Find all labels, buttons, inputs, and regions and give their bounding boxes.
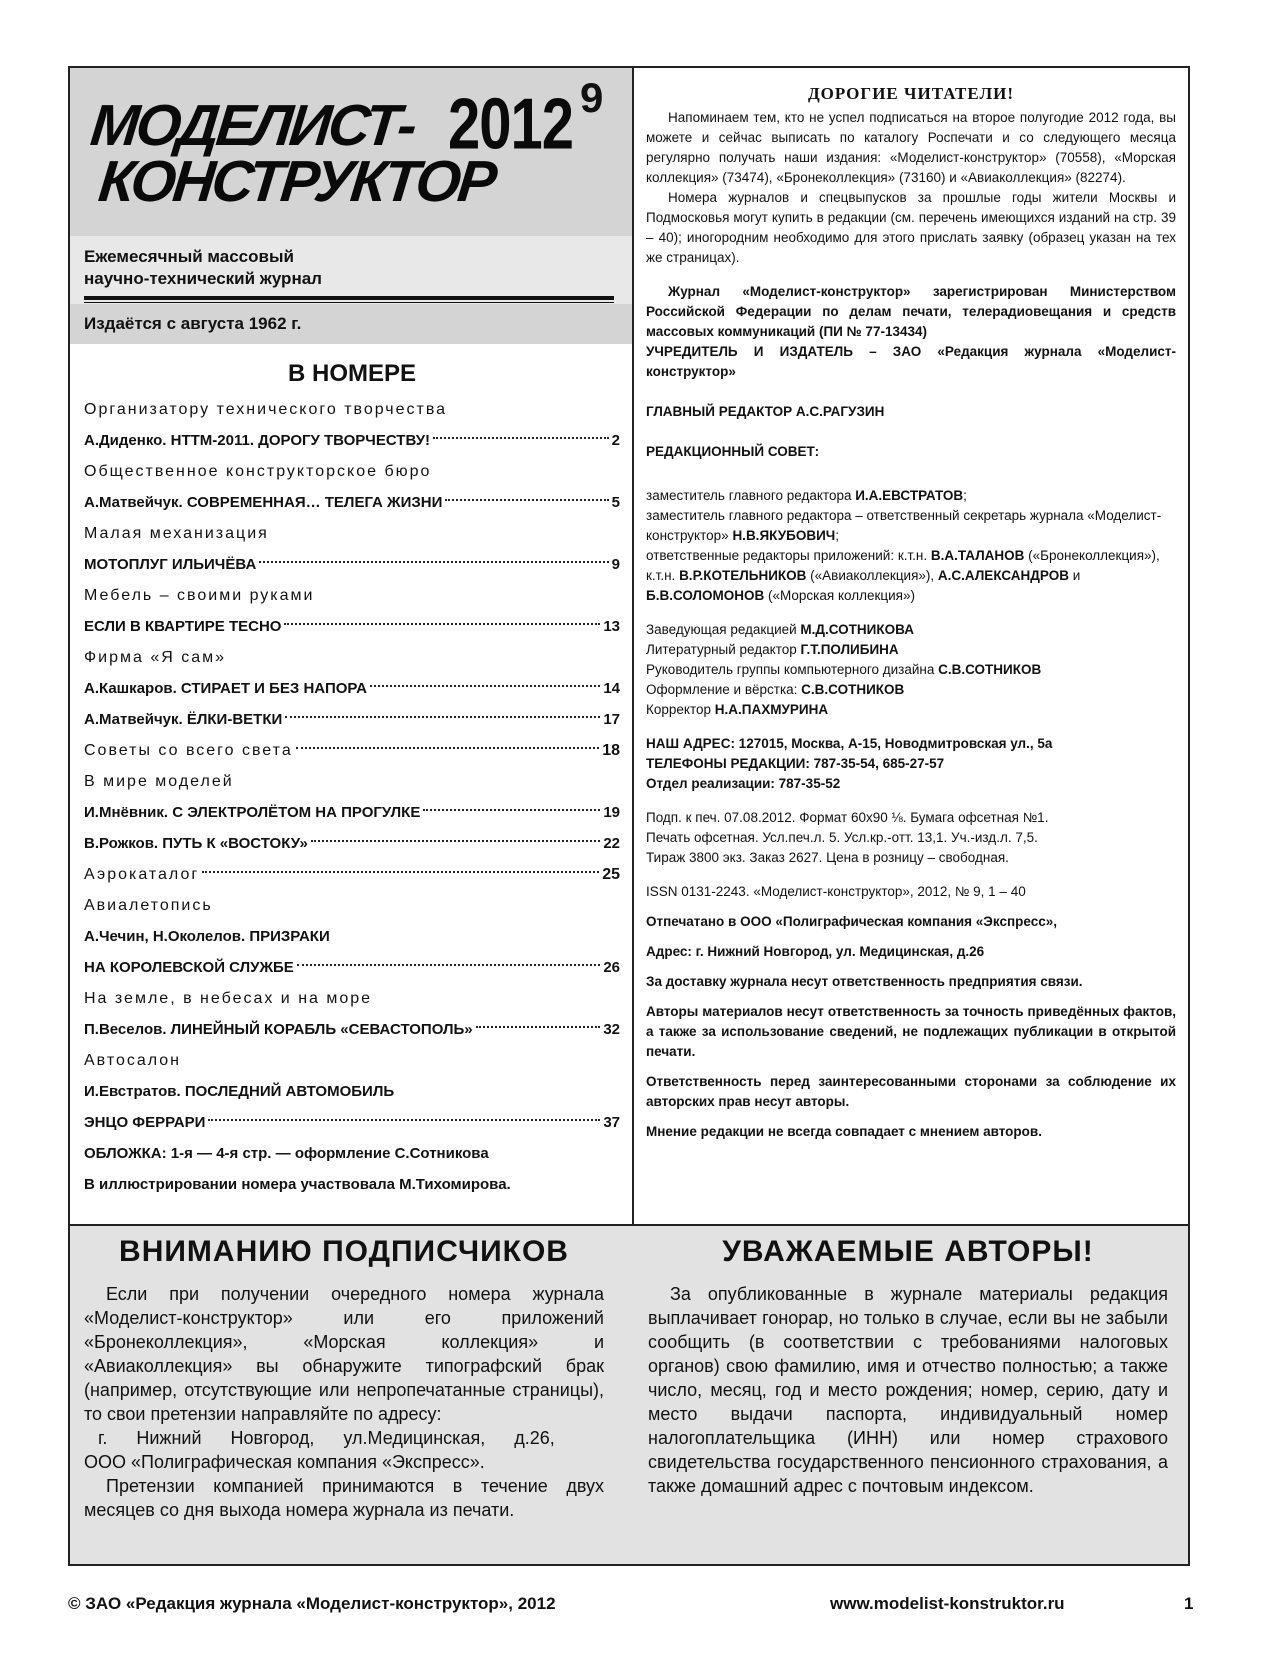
entry-page: 17: [603, 711, 620, 728]
editorial-council-title: РЕДАКЦИОННЫЙ СОВЕТ:: [646, 444, 820, 459]
entry-page: 18: [602, 742, 620, 759]
complaint-address-1: г. Нижний Новгород, ул.Медицинская, д.26,: [98, 1428, 555, 1448]
entry-title: МОТОПЛУГ ИЛЬИЧЁВА: [84, 556, 257, 573]
entry-title: Советы со всего света: [84, 742, 293, 759]
magazine-subtitle: [84, 246, 604, 290]
authors-responsibility: Авторы материалов несут ответственность за точность приведённых фактов, а также за использование сведений, не подлежащих публикации в открытой печати.: [646, 1004, 1176, 1059]
section-heading: Фирма «Я сам»: [84, 649, 227, 666]
print-info-3: Тираж 3800 экз. Заказ 2627. Цена в розницу – свободная.: [646, 850, 1009, 865]
toc-entry-line[interactable]: А.Чечин, Н.Околелов. ПРИЗРАКИ: [84, 928, 330, 945]
toc-entry[interactable]: [84, 735, 620, 766]
imprint-column: [646, 84, 1176, 1142]
entry-page: 25: [602, 866, 620, 883]
supplement-editors: ответственные редакторы приложений: к.т.н. В.А.ТАЛАНОВ («Бронеколлекция»), к.т.н. В.Р.КОТЕЛЬНИКОВ («Авиаколлекция»), А.С.АЛЕКСАНДРОВ и Б.В.СОЛОМОНОВ («Морская коллекция»): [646, 548, 1160, 603]
entry-title: В.Рожков. ПУТЬ К «ВОСТОКУ»: [84, 835, 308, 852]
toc-entry-line[interactable]: И.Евстратов. ПОСЛЕДНИЙ АВТОМОБИЛЬ: [84, 1083, 395, 1100]
published-since: Издаётся с августа 1962 г.: [84, 314, 302, 333]
entry-title: А.Матвейчук. ЁЛКИ-ВЕТКИ: [84, 711, 283, 728]
toc-entry[interactable]: [84, 549, 620, 580]
toc-entry[interactable]: [84, 673, 620, 704]
dot-leader: [297, 964, 601, 966]
illustration-credit: В иллюстрировании номера участвовала М.Тихомирова.: [84, 1176, 511, 1193]
print-info-1: Подп. к печ. 07.08.2012. Формат 60х90 ⅛. Бумага офсетная №1.: [646, 810, 1049, 825]
cover-credit: ОБЛОЖКА: 1-я — 4-я стр. — оформление С.Сотникова: [84, 1145, 489, 1162]
section-heading: На земле, в небесах и на море: [84, 990, 373, 1007]
founder-publisher: УЧРЕДИТЕЛЬ И ИЗДАТЕЛЬ – ЗАО «Редакция журнала «Моделист-конструктор»: [646, 344, 1176, 379]
entry-page: 5: [611, 494, 620, 511]
entry-page: 14: [603, 680, 620, 697]
footer-website[interactable]: www.modelist-konstruktor.ru: [830, 1594, 1065, 1613]
entry-page: 2: [611, 432, 620, 449]
footer-copyright: © ЗАО «Редакция журнала «Моделист-конструктор», 2012: [68, 1594, 556, 1613]
section-heading: В мире моделей: [84, 773, 234, 790]
toc-entry[interactable]: [84, 487, 620, 518]
toc-entry[interactable]: [84, 797, 620, 828]
section-heading: Автосалон: [84, 1052, 182, 1069]
dot-leader: [423, 809, 600, 811]
staff-4: Оформление и вёрстка: С.В.СОТНИКОВ: [646, 682, 905, 697]
dot-leader: [476, 1026, 601, 1028]
column-divider: [632, 66, 634, 1226]
subscribers-notice: [84, 1235, 604, 1522]
section-heading: Мебель – своими руками: [84, 587, 315, 604]
entry-page: 9: [611, 556, 620, 573]
office-address: НАШ АДРЕС: 127015, Москва, А-15, Новодмитровская ул., 5а: [646, 736, 1053, 751]
toc-entry[interactable]: [84, 704, 620, 735]
dot-leader: [296, 747, 599, 749]
registration-note: Журнал «Моделист-конструктор» зарегистрирован Министерством Российской Федерации по делам печати, телерадиовещания и средств массовых коммуникаций (ПИ № 77-13434): [646, 284, 1176, 339]
entry-page: 37: [603, 1114, 620, 1131]
authors-title: УВАЖАЕМЫЕ АВТОРЫ!: [722, 1235, 1094, 1268]
dot-leader: [311, 840, 600, 842]
deputy-editor-2: заместитель главного редактора – ответственный секретарь журнала «Моделист-конструктор» Н.В.ЯКУБОВИЧ;: [646, 508, 1162, 543]
readers-paragraph-1: Напоминаем тем, кто не успел подписаться на второе полугодие 2012 года, вы можете и сейчас выписать по каталогу Роспечати и со следующего месяца регулярно получать наши издания: «Моделист-конструктор» (70558), «Морская коллекция» (73474), «Бронеколлекция» (73160) и «Авиаколлекция» (82274).: [646, 110, 1176, 185]
printer-address: Адрес: г. Нижний Новгород, ул. Медицинская, д.26: [646, 944, 985, 959]
staff-2: Литературный редактор Г.Т.ПОЛИБИНА: [646, 642, 899, 657]
authors-paragraph: За опубликованные в журнале материалы редакция выплачивает гонорар, но только в случае, если вы не забыли сообщить (в соответствии с требованиями налоговых органов) свою фамилию, имя и отчество полностью; а также число, месяц, год и место рождения; номер, серию, дату и место выдачи паспорта, индивидуальный номер налогоплательщика (ИНН) или номер страхового свидетельства государственного пенсионного страхования, а также домашний адрес с почтовым индексом.: [648, 1284, 1168, 1496]
subscribers-title: ВНИМАНИЮ ПОДПИСЧИКОВ: [119, 1235, 569, 1268]
staff-5: Корректор Н.А.ПАХМУРИНА: [646, 702, 829, 717]
contents-title: В НОМЕРЕ: [287, 360, 416, 387]
page-number: 1: [1184, 1594, 1194, 1613]
entry-title: ЭНЦО ФЕРРАРИ: [84, 1114, 206, 1131]
readers-paragraph-2: Номера журналов и спецвыпусков за прошлые годы жители Москвы и Подмосковья могут купить в редакции (см. перечень имеющихся изданий на стр. 39 – 40); иногородним необходимо для этого прислать заявку (образец указан на тех же страницах).: [646, 190, 1176, 265]
toc-entry[interactable]: [84, 425, 620, 456]
toc-entry[interactable]: [84, 1014, 620, 1045]
entry-title: НА КОРОЛЕВСКОЙ СЛУЖБЕ: [84, 959, 294, 976]
dot-leader: [284, 623, 600, 625]
entry-title: А.Матвейчук. СОВРЕМЕННАЯ… ТЕЛЕГА ЖИЗНИ: [84, 494, 443, 511]
office-phones: ТЕЛЕФОНЫ РЕДАКЦИИ: 787-35-54, 685-27-57: [646, 756, 945, 771]
toc-entry[interactable]: [84, 952, 620, 983]
delivery-note: За доставку журнала несут ответственность предприятия связи.: [646, 974, 1083, 989]
copyright-responsibility: Ответственность перед заинтересованными сторонами за соблюдение их авторских прав несут авторы.: [646, 1074, 1176, 1109]
logo-line-1: МОДЕЛИСТ-: [87, 93, 418, 158]
thin-rule: [84, 302, 614, 303]
dot-leader: [259, 561, 608, 563]
entry-page: 13: [603, 618, 620, 635]
deputy-editor-1: заместитель главного редактора И.А.ЕВСТРАТОВ;: [646, 488, 967, 503]
dot-leader: [202, 871, 599, 873]
opinion-disclaimer: Мнение редакции не всегда совпадает с мнением авторов.: [646, 1124, 1042, 1139]
masthead: [70, 68, 632, 344]
subscribers-paragraph-1: Если при получении очередного номера журнала «Моделист-конструктор» или его приложений «Бронеколлекция», «Морская коллекция» и «Авиаколлекция» вы обнаружите типографский брак (например, отсутствующие или непропечатанные страницы), то свои претензии направляйте по адресу:: [84, 1284, 604, 1424]
toc-entry[interactable]: [84, 1107, 620, 1138]
issue-year: 2012: [448, 83, 574, 165]
toc-entry[interactable]: [84, 828, 620, 859]
entry-title: И.Мнёвник. С ЭЛЕКТРОЛЁТОМ НА ПРОГУЛКЕ: [84, 804, 421, 821]
thick-rule: [84, 296, 614, 300]
dot-leader: [285, 716, 600, 718]
entry-title: ЕСЛИ В КВАРТИРЕ ТЕСНО: [84, 618, 282, 635]
subtitle-line-1: Ежемесячный массовый: [84, 247, 294, 266]
dot-leader: [433, 437, 609, 439]
section-heading: Малая механизация: [84, 525, 269, 542]
complaint-address-2: ООО «Полиграфическая компания «Экспресс».: [84, 1452, 485, 1472]
entry-title: П.Веселов. ЛИНЕЙНЫЙ КОРАБЛЬ «СЕВАСТОПОЛЬ»: [84, 1021, 473, 1038]
entry-title: А.Диденко. НТТМ-2011. ДОРОГУ ТВОРЧЕСТВУ!: [84, 432, 431, 449]
section-heading: Общественное конструкторское бюро: [84, 463, 432, 480]
dot-leader: [208, 1119, 600, 1121]
entry-title: Аэрокаталог: [84, 866, 200, 883]
dot-leader: [370, 685, 600, 687]
section-heading: Организатору технического творчества: [84, 401, 448, 418]
toc-entry[interactable]: [84, 611, 620, 642]
entry-page: 19: [603, 804, 620, 821]
logo-line-2: КОНСТРУКТОР: [95, 149, 498, 214]
sales-department: Отдел реализации: 787-35-52: [646, 776, 841, 791]
subtitle-line-2: научно-технический журнал: [84, 269, 322, 288]
staff-1: Заведующая редакцией М.Д.СОТНИКОВА: [646, 622, 914, 637]
entry-page: 26: [603, 959, 620, 976]
authors-notice: [648, 1235, 1168, 1498]
subscribers-paragraph-2: Претензии компанией принимаются в течение двух месяцев со дня выхода номера журнала из печати.: [84, 1476, 604, 1520]
entry-title: А.Кашкаров. СТИРАЕТ И БЕЗ НАПОРА: [84, 680, 367, 697]
printer-line: Отпечатано в ООО «Полиграфическая компания «Экспресс»,: [646, 914, 1057, 929]
toc-entry[interactable]: [84, 859, 620, 890]
table-of-contents: [84, 360, 620, 1200]
chief-editor: ГЛАВНЫЙ РЕДАКТОР А.С.РАГУЗИН: [646, 404, 885, 419]
print-info-2: Печать офсетная. Усл.печ.л. 5. Усл.кр.-отт. 13,1. Уч.-изд.л. 7,5.: [646, 830, 1038, 845]
section-heading: Авиалетопись: [84, 897, 213, 914]
entry-page: 32: [603, 1021, 620, 1038]
readers-title: ДОРОГИЕ ЧИТАТЕЛИ!: [807, 84, 1015, 103]
staff-3: Руководитель группы компьютерного дизайна С.В.СОТНИКОВ: [646, 662, 1042, 677]
issn-line: ISSN 0131-2243. «Моделист-конструктор», 2012, № 9, 1 – 40: [646, 884, 1026, 899]
issue-number: 9: [580, 74, 604, 121]
entry-page: 22: [603, 835, 620, 852]
dot-leader: [445, 499, 608, 501]
